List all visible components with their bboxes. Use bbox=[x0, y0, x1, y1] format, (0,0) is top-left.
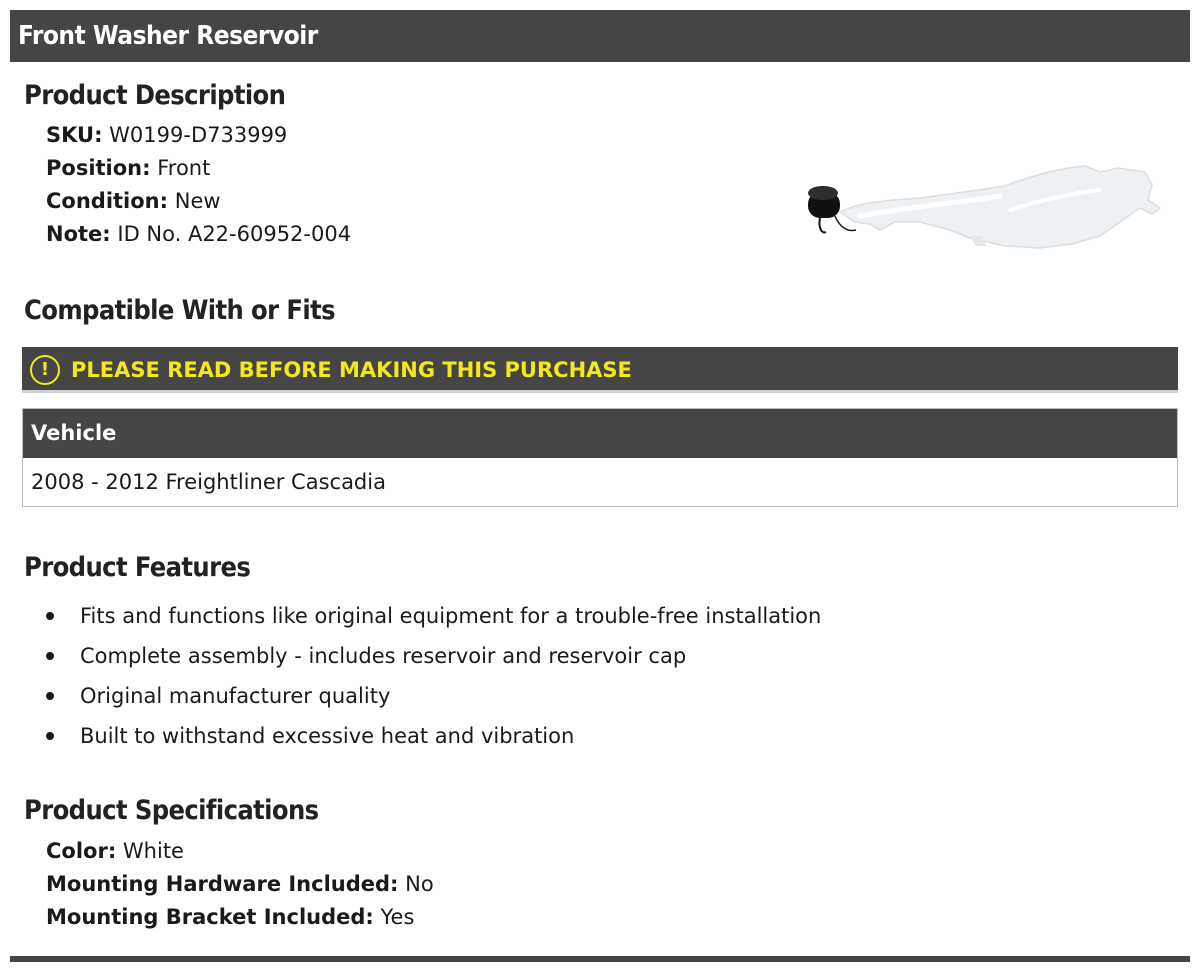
product-features-heading: Product Features bbox=[24, 552, 251, 583]
sku-value: W0199-D733999 bbox=[109, 123, 288, 147]
washer-reservoir-image bbox=[800, 150, 1164, 250]
position-value: Front bbox=[157, 156, 211, 180]
feature-item: Built to withstand excessive heat and vibration bbox=[46, 716, 821, 756]
vehicle-column-header: Vehicle bbox=[23, 409, 1177, 458]
condition-label: Condition: bbox=[46, 189, 169, 213]
position-label: Position: bbox=[46, 156, 151, 180]
bullet-icon bbox=[46, 732, 54, 740]
sku-label: SKU: bbox=[46, 123, 103, 147]
feature-item: Original manufacturer quality bbox=[46, 676, 821, 716]
mounting-bracket-label: Mounting Bracket Included: bbox=[46, 905, 374, 929]
mounting-bracket-row bbox=[46, 903, 414, 931]
vehicle-table bbox=[22, 408, 1178, 507]
features-list bbox=[46, 596, 821, 756]
alert-text: PLEASE READ BEFORE MAKING THIS PURCHASE bbox=[71, 358, 632, 382]
condition-row bbox=[46, 187, 221, 215]
bullet-icon bbox=[46, 652, 54, 660]
color-label: Color: bbox=[46, 839, 117, 863]
feature-item: Complete assembly - includes reservoir and reservoir cap bbox=[46, 636, 821, 676]
bullet-icon bbox=[46, 612, 54, 620]
condition-value: New bbox=[174, 189, 221, 213]
bottom-divider bbox=[10, 956, 1190, 962]
note-label: Note: bbox=[46, 222, 111, 246]
color-spec-row bbox=[46, 837, 184, 865]
mounting-hardware-label: Mounting Hardware Included: bbox=[46, 872, 399, 896]
sku-row bbox=[46, 121, 287, 149]
position-row bbox=[46, 154, 210, 182]
mounting-bracket-value: Yes bbox=[380, 905, 415, 929]
alert-circle-icon: ! bbox=[30, 355, 60, 385]
compatible-heading: Compatible With or Fits bbox=[24, 295, 335, 326]
mounting-hardware-row bbox=[46, 870, 434, 898]
note-value: ID No. A22-60952-004 bbox=[117, 222, 352, 246]
product-description-heading: Product Description bbox=[24, 80, 286, 111]
purchase-alert-banner bbox=[22, 347, 1178, 393]
feature-item: Fits and functions like original equipment for a trouble-free installation bbox=[46, 596, 821, 636]
note-row bbox=[46, 220, 351, 248]
bullet-icon bbox=[46, 692, 54, 700]
color-value: White bbox=[122, 839, 184, 863]
page-title: Front Washer Reservoir bbox=[10, 10, 1190, 62]
product-specifications-heading: Product Specifications bbox=[24, 795, 319, 826]
mounting-hardware-value: No bbox=[405, 872, 434, 896]
vehicle-row: 2008 - 2012 Freightliner Cascadia bbox=[31, 470, 386, 494]
